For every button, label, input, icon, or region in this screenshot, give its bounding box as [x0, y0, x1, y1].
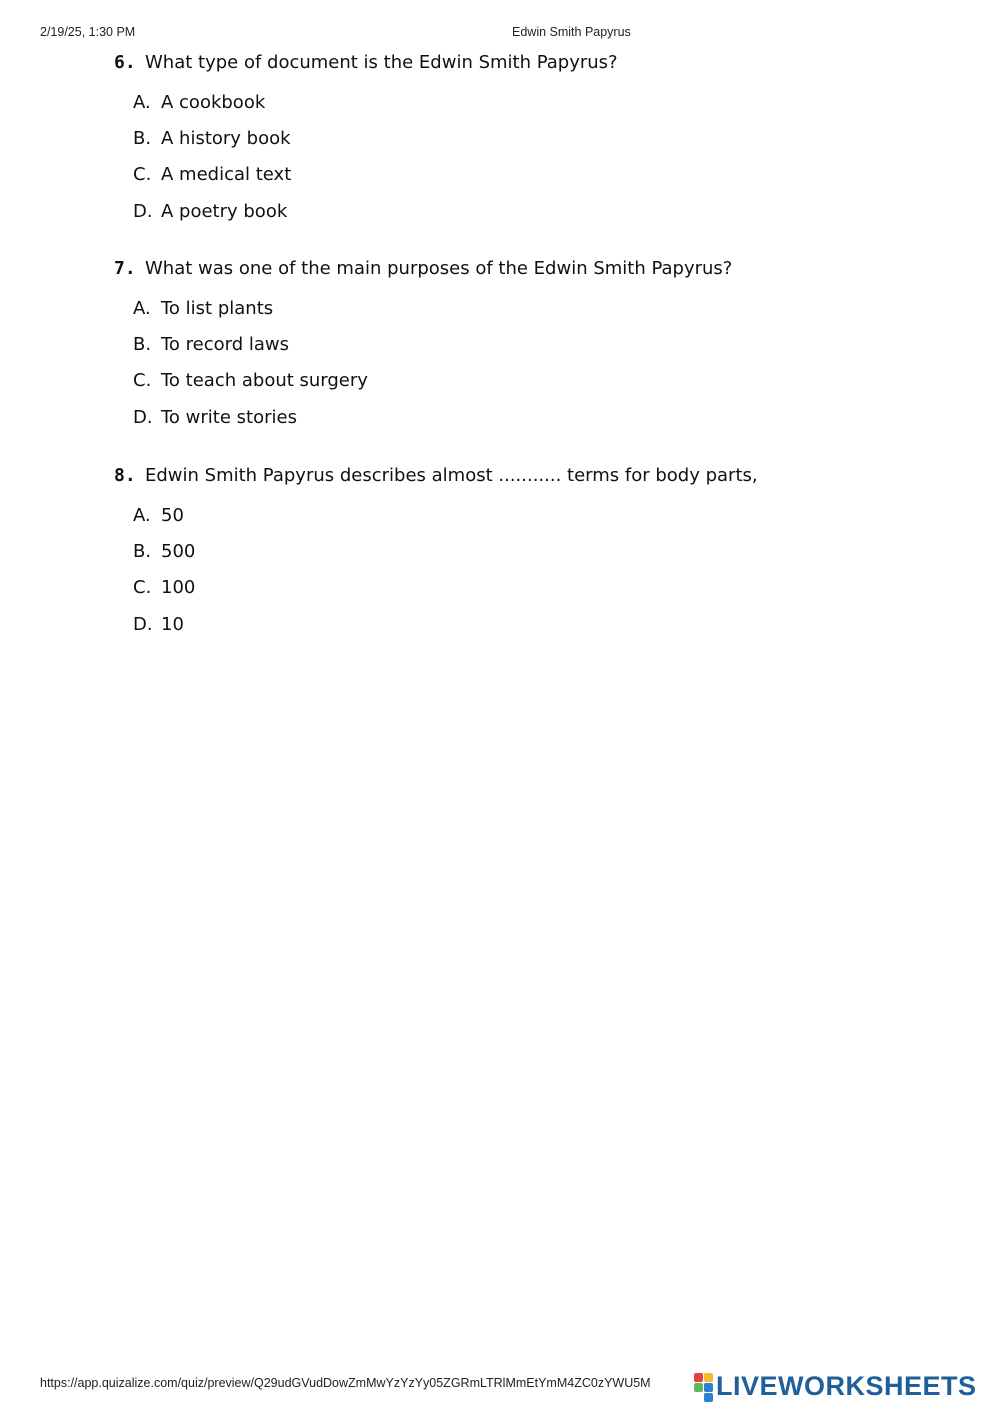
answer-option-c[interactable] — [133, 369, 934, 405]
answer-option-b[interactable] — [133, 127, 934, 163]
option-letter: B. — [133, 128, 152, 150]
answer-options — [114, 297, 934, 442]
answer-option-d[interactable] — [133, 613, 934, 649]
liveworksheets-watermark — [694, 1369, 977, 1403]
answer-option-d[interactable] — [133, 406, 934, 442]
question-number: 6. — [114, 52, 136, 73]
option-text: A medical text — [161, 164, 292, 186]
answer-options — [114, 504, 934, 649]
answer-option-c[interactable] — [133, 163, 934, 199]
print-page-title: Edwin Smith Papyrus — [512, 25, 631, 39]
question-number: 8. — [114, 465, 136, 486]
question-number: 7. — [114, 258, 136, 279]
answer-option-a[interactable] — [133, 91, 934, 127]
logo-block-green — [694, 1383, 703, 1392]
option-text: A cookbook — [161, 92, 266, 113]
option-letter: D. — [133, 613, 153, 635]
answer-option-a[interactable] — [133, 297, 934, 333]
question-prompt — [114, 464, 934, 488]
question-text: Edwin Smith Papyrus describes almost ........... terms for body parts, — [145, 465, 758, 486]
option-text: To record laws — [161, 334, 290, 356]
option-letter: C. — [133, 164, 152, 186]
print-footer-url: https://app.quizalize.com/quiz/preview/Q29udGVudDowZmMwYzYzYy05ZGRmLTRlMmEtYmM4ZC0zYWU5M — [40, 1376, 651, 1390]
option-letter: C. — [133, 370, 152, 392]
option-text: 10 — [161, 613, 184, 635]
liveworksheets-logo-icon — [694, 1371, 714, 1401]
logo-block-yellow — [704, 1373, 713, 1382]
logo-block-blue — [704, 1383, 713, 1392]
option-letter: C. — [133, 577, 152, 599]
question-prompt — [114, 51, 934, 75]
option-letter: B. — [133, 334, 152, 356]
question-text: What type of document is the Edwin Smith Papyrus? — [145, 52, 618, 73]
question-8 — [114, 464, 934, 649]
answer-option-d[interactable] — [133, 200, 934, 236]
option-letter: A. — [133, 505, 151, 526]
option-text: A history book — [161, 128, 291, 150]
option-letter: A. — [133, 298, 151, 319]
logo-block-red — [694, 1373, 703, 1382]
option-text: 100 — [161, 577, 196, 599]
print-header — [40, 25, 960, 41]
question-7 — [114, 257, 934, 442]
print-datetime: 2/19/25, 1:30 PM — [40, 25, 136, 39]
logo-block-blue-low — [704, 1393, 713, 1402]
watermark-text: LIVEWORKSHEETS — [716, 1370, 977, 1401]
option-letter: A. — [133, 92, 151, 113]
answer-option-a[interactable] — [133, 504, 934, 540]
option-text: To list plants — [161, 298, 274, 319]
question-prompt — [114, 257, 934, 281]
option-text: 50 — [161, 505, 184, 526]
answer-options — [114, 91, 934, 236]
answer-option-b[interactable] — [133, 540, 934, 576]
option-text: To teach about surgery — [161, 370, 368, 392]
option-text: A poetry book — [161, 200, 288, 222]
option-letter: D. — [133, 406, 153, 428]
answer-option-b[interactable] — [133, 333, 934, 369]
option-letter: B. — [133, 541, 152, 563]
option-text: To write stories — [161, 406, 297, 428]
question-text: What was one of the main purposes of the Edwin Smith Papyrus? — [145, 258, 733, 279]
answer-option-c[interactable] — [133, 576, 934, 612]
question-6 — [114, 51, 934, 236]
option-text: 500 — [161, 541, 196, 563]
option-letter: D. — [133, 200, 153, 222]
